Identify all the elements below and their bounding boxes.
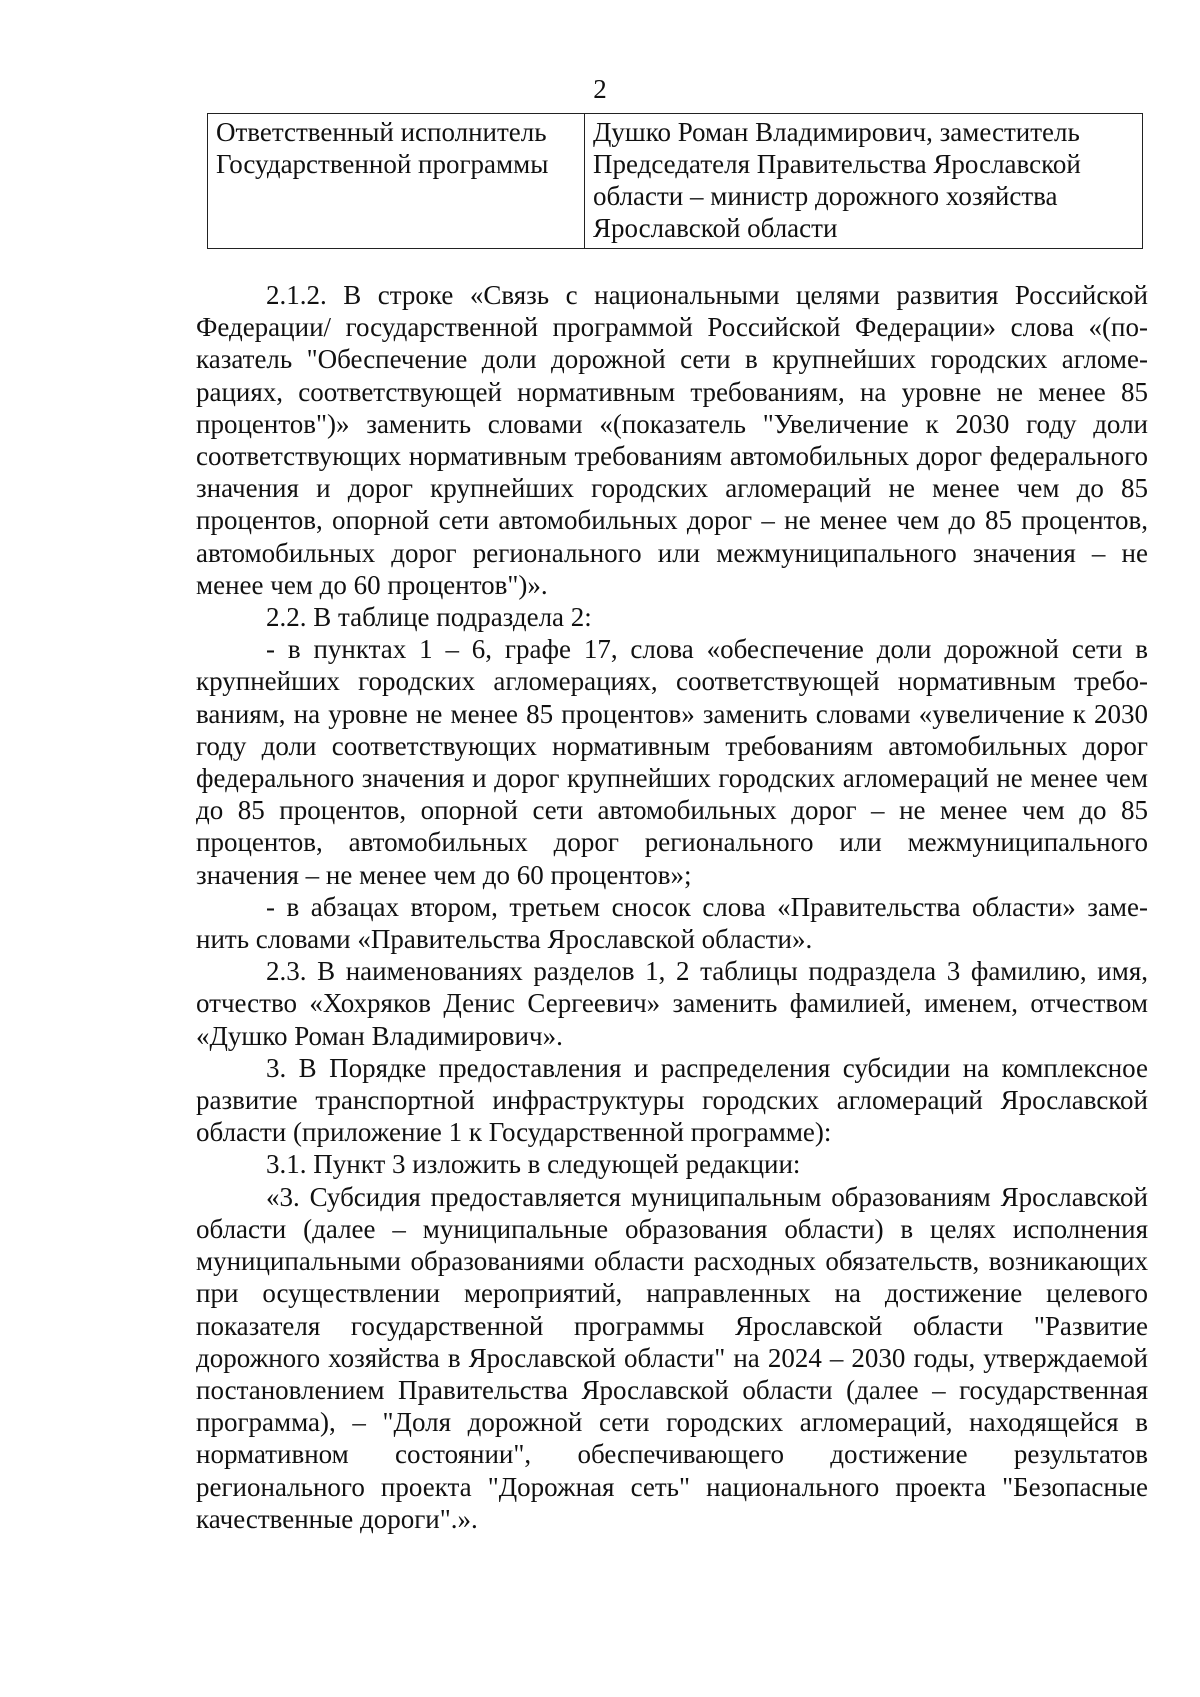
paragraph-2-3: 2.3. В наименованиях разделов 1, 2 таблицы подраздела 3 фамилию, имя, отчество «Хохряков Денис Сергеевич» заменить фамилией, именем, отчеством «Душко Роман Владимирович». [196,956,1148,1051]
paragraph-2-2: 2.2. В таблице подраздела 2: [266,602,592,633]
paragraph-3-1: 3.1. Пункт 3 изложить в следующей редакции: [266,1149,801,1180]
paragraph-2-1-2: 2.1.2. В строке «Связь с национальными целями развития Российской Федерации/ государственной программой Российской Федерации» слова «(показатель "Обеспечение доли дорожной сети в крупнейших городских агломерациях, соответствующей нормативным требованиям, на уровне не менее 85 процентов")» заменить словами «(показатель "Увеличение к 2030 году доли соответствующих нормативным требованиям автомобильных дорог федерального значения и дорог крупнейших городских агломераций не менее чем до 85 процентов, опорной сети автомобильных дорог – не менее чем до 85 процентов, автомобильных дорог регионального или межмуниципального значения – не менее чем до 60 процентов")». [196,280,1148,600]
table-cell-value: Душко Роман Владимирович, заместитель Председателя Правительства Ярославской области – министр дорожного хозяйства Ярославской области [585,114,1143,249]
executor-table [207,113,1143,249]
paragraph-3: 3. В Порядке предоставления и распределения субсидии на комплексное развитие транспортной инфраструктуры городских агломераций Ярославской области (приложение 1 к Государственной программе): [196,1052,1148,1148]
paragraph-2-2-item-2: - в абзацах втором, третьем сносок слова «Правительства области» заменить словами «Правительства Ярославской области». [196,891,1148,955]
page-number: 2 [593,74,607,104]
paragraph-2-2-item-1: - в пунктах 1 – 6, графе 17, слова «обеспечение доли дорожной сети в крупнейших городских агломерациях, соответствующей нормативным требованиям, на уровне не менее 85 процентов» заменить словами «увеличение к 2030 году доли соответствующих нормативным требованиям автомобильных дорог федерального значения и дорог крупнейших городских агломераций не менее чем до 85 процентов, опорной сети автомобильных дорог – не менее чем до 85 процентов, автомобильных дорог регионального или межмуниципального значения – не менее чем до 60 процентов»; [196,634,1148,890]
table-row [208,114,1143,249]
table-cell-label: Ответственный исполнитель Государственной программы [208,114,585,249]
document-body [196,279,1148,1535]
paragraph-3-1-text: «3. Субсидия предоставляется муниципальным образованиям Ярославской области (далее – муниципальные образования области) в целях исполнения муниципальными образованиями области расходных обязательств, возникающих при осуществлении мероприятий, направленных на достижение целевого показателя государственной программы Ярославской области "Развитие дорожного хозяйства в Ярославской области" на 2024 – 2030 годы, утверждаемой постановлением Правительства Ярославской области (далее – государственная программа), – "Доля дорожной сети городских агломераций, находящейся в нормативном состоянии", обеспечивающего достижение результатов регионального проекта "Дорожная сеть" национального проекта "Безопасные качественные дороги".». [196,1181,1148,1534]
